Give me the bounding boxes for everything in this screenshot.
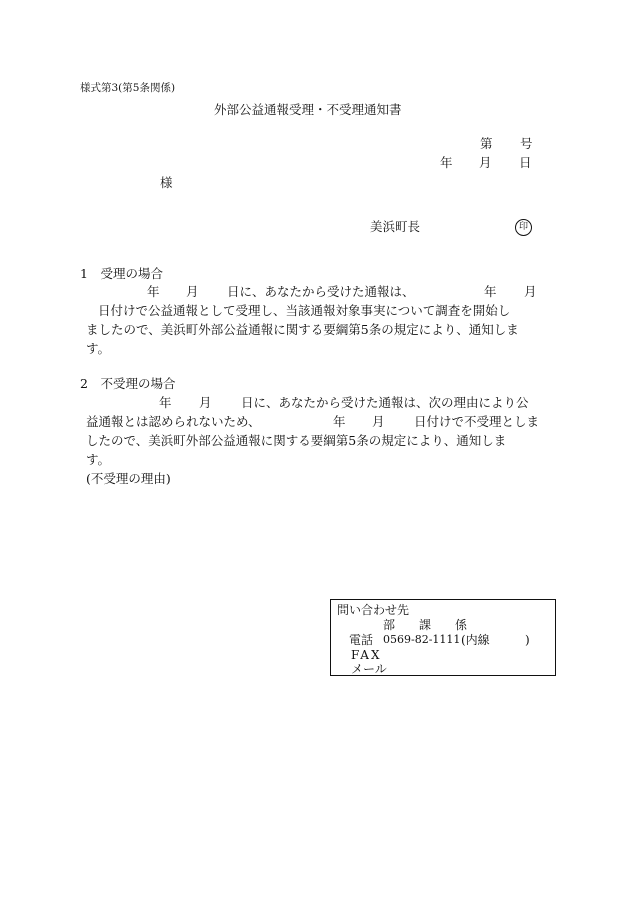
number-dai: 第 bbox=[480, 136, 493, 151]
document-title: 外部公益通報受理・不受理通知書 bbox=[214, 102, 402, 117]
section2-line2: 益通報とは認められないため、 bbox=[86, 414, 261, 429]
form-label: 様式第3(第5条関係) bbox=[80, 82, 176, 94]
section2-line3: したので、美浜町外部公益通報に関する要綱第5条の規定により、通知しま bbox=[86, 433, 507, 448]
section2-year2: 年 bbox=[333, 414, 346, 429]
date-day: 日 bbox=[519, 155, 532, 170]
contact-title: 問い合わせ先 bbox=[337, 603, 410, 617]
section2-year: 年 bbox=[159, 395, 172, 410]
section2-reason-label: (不受理の理由) bbox=[86, 471, 171, 486]
section2-month: 月 bbox=[199, 395, 212, 410]
section2-heading: 2 不受理の場合 bbox=[80, 376, 176, 391]
contact-phone-label: 電話 bbox=[349, 633, 374, 647]
section1-line3: ましたので、美浜町外部公益通報に関する要綱第5条の規定により、通知しま bbox=[86, 322, 519, 337]
contact-unit: 係 bbox=[455, 618, 468, 632]
seal-mark: 印 bbox=[515, 219, 532, 236]
sender-name: 美浜町長 bbox=[370, 219, 421, 234]
section1-month2: 月 bbox=[524, 284, 537, 299]
section1-line2: 日付けで公益通報として受理し、当該通報対象事実について調査を開始し bbox=[98, 303, 511, 318]
section2-line1: 日に、あなたから受けた通報は、次の理由により公 bbox=[241, 395, 529, 410]
contact-phone-number: 0569-82-1111 bbox=[383, 633, 461, 646]
section1-year2: 年 bbox=[484, 284, 497, 299]
section2-month2: 月 bbox=[372, 414, 385, 429]
addressee-sama: 様 bbox=[160, 175, 173, 190]
contact-section: 課 bbox=[419, 618, 432, 632]
section1-heading: 1 受理の場合 bbox=[80, 266, 163, 281]
date-year: 年 bbox=[440, 155, 453, 170]
number-go: 号 bbox=[520, 136, 533, 151]
section2-line4: す。 bbox=[86, 452, 111, 467]
section1-line4: す。 bbox=[86, 341, 111, 356]
section2-line2-rest: 日付けで不受理としま bbox=[414, 414, 540, 429]
contact-box bbox=[330, 599, 556, 676]
date-month: 月 bbox=[479, 155, 492, 170]
section1-month: 月 bbox=[186, 284, 199, 299]
contact-fax-label: FAX bbox=[351, 648, 382, 662]
contact-dept: 部 bbox=[383, 618, 396, 632]
section1-year: 年 bbox=[147, 284, 160, 299]
contact-extension-open: (内線 bbox=[461, 633, 490, 647]
contact-extension-close: ) bbox=[525, 633, 530, 647]
section1-line1: 日に、あなたから受けた通報は、 bbox=[227, 284, 415, 299]
contact-mail-label: メール bbox=[351, 662, 387, 676]
